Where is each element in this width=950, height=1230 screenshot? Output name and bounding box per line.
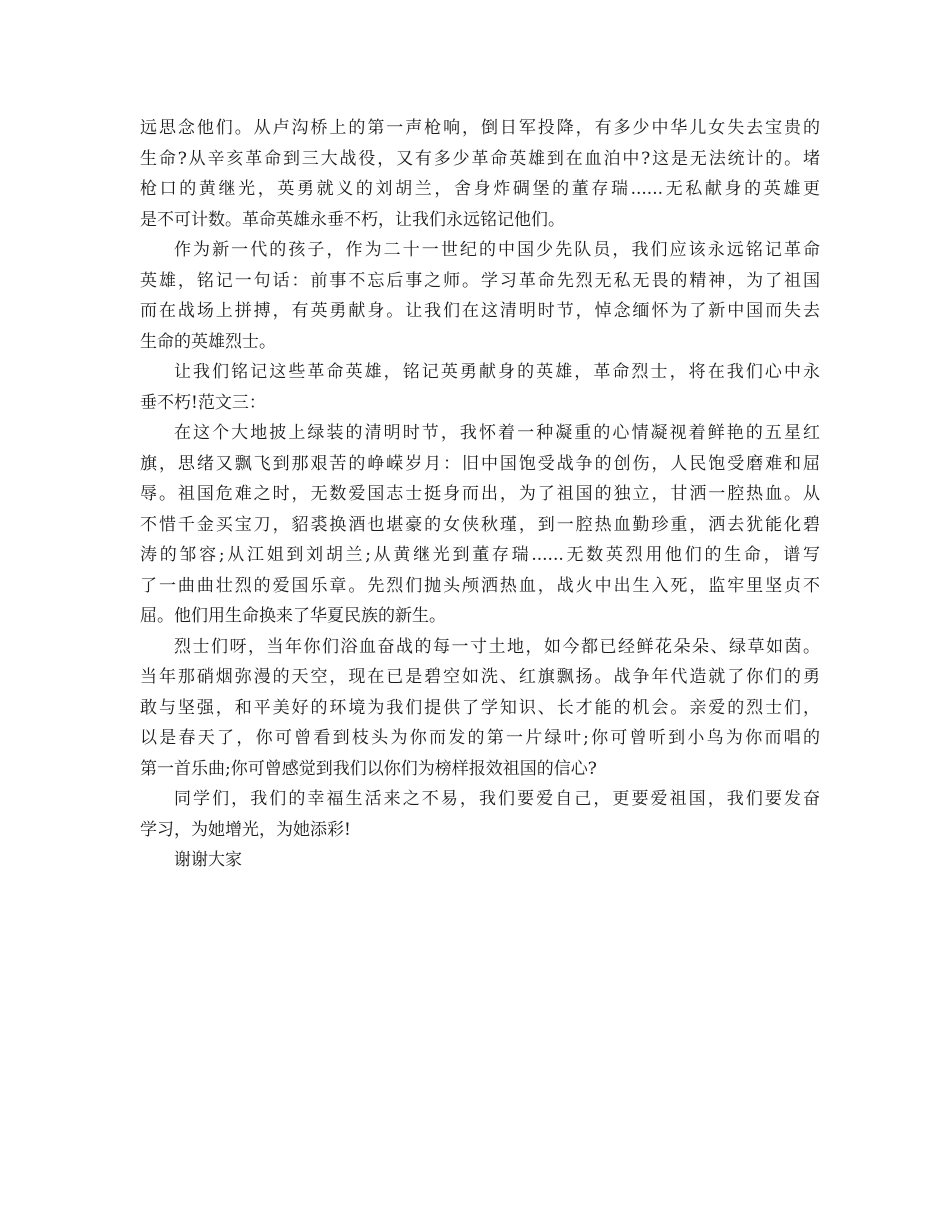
paragraph	[140, 113, 820, 235]
text-line: 当年那硝烟弥漫的天空，现在已是碧空如洗、红旗飘扬。战争年代造就了你们的勇	[140, 667, 820, 687]
text-line: 以是春天了，你可曾看到枝头为你而发的第一片绿叶;你可曾听到小鸟为你而唱的	[140, 728, 820, 748]
text-line: 英雄，铭记一句话：前事不忘后事之师。学习革命先烈无私无畏的精神，为了祖国	[140, 270, 820, 291]
text-line: 敢与坚强，和平美好的环境为我们提供了学知识、长才能的机会。亲爱的烈士们，	[140, 697, 820, 718]
text-line: 作为新一代的孩子，作为二十一世纪的中国少先队员，我们应该永远铭记革命	[174, 240, 820, 260]
text-line: 让我们铭记这些革命英雄，铭记英勇献身的英雄，革命烈士，将在我们心中永	[174, 362, 820, 382]
text-line: 而在战场上拼搏，有英勇献身。让我们在这清明时节，悼念缅怀为了新中国而失去	[140, 301, 820, 321]
paragraph	[140, 235, 820, 357]
text-line: 辱。祖国危难之时，无数爱国志士挺身而出，为了祖国的独立，甘洒一腔热血。从	[140, 484, 820, 504]
paragraph	[140, 632, 820, 785]
text-line: 同学们，我们的幸福生活来之不易，我们要爱自己，更要爱祖国，我们要发奋	[174, 789, 820, 809]
closing-line: 谢谢大家	[174, 850, 242, 870]
document-body	[140, 113, 820, 876]
text-line: 生命的英雄烈士。	[140, 331, 276, 352]
text-line: 是不可计数。革命英雄永垂不朽，让我们永远铭记他们。	[140, 209, 565, 230]
closing	[140, 845, 820, 876]
paragraph	[140, 784, 820, 845]
text-line: 垂不朽!范文三：	[140, 392, 266, 413]
text-line: 了一曲曲壮烈的爱国乐章。先烈们抛头颅洒热血，战火中出生入死，监牢里坚贞不	[140, 575, 820, 596]
text-line: 不惜千金买宝刀，貂裘换酒也堪豪的女侠秋瑾，到一腔热血勤珍重，洒去犹能化碧	[140, 514, 820, 535]
text-line: 第一首乐曲;你可曾感觉到我们以你们为榜样报效祖国的信心?	[140, 758, 597, 779]
text-line: 枪口的黄继光，英勇就义的刘胡兰，舍身炸碉堡的董存瑞......无私献身的英雄更	[140, 179, 820, 199]
text-line: 生命?从辛亥革命到三大战役，又有多少革命英雄到在血泊中?这是无法统计的。堵	[140, 148, 820, 169]
text-line: 远思念他们。从卢沟桥上的第一声枪响，倒日军投降，有多少中华儿女失去宝贵的	[140, 118, 820, 138]
text-line: 学习，为她增光，为她添彩!	[140, 819, 351, 840]
paragraph	[140, 418, 820, 632]
text-line: 烈士们呀，当年你们浴血奋战的每一寸土地，如今都已经鲜花朵朵、绿草如茵。	[174, 636, 820, 657]
text-line: 涛的邹容;从江姐到刘胡兰;从黄继光到董存瑞......无数英烈用他们的生命，谱写	[140, 545, 820, 565]
paragraph	[140, 357, 820, 418]
text-line: 在这个大地披上绿装的清明时节，我怀着一种凝重的心情凝视着鲜艳的五星红	[174, 423, 820, 443]
text-line: 屈。他们用生命换来了华夏民族的新生。	[140, 606, 446, 626]
text-line: 旗，思绪又飘飞到那艰苦的峥嵘岁月：旧中国饱受战争的创伤，人民饱受磨难和屈	[140, 453, 820, 474]
